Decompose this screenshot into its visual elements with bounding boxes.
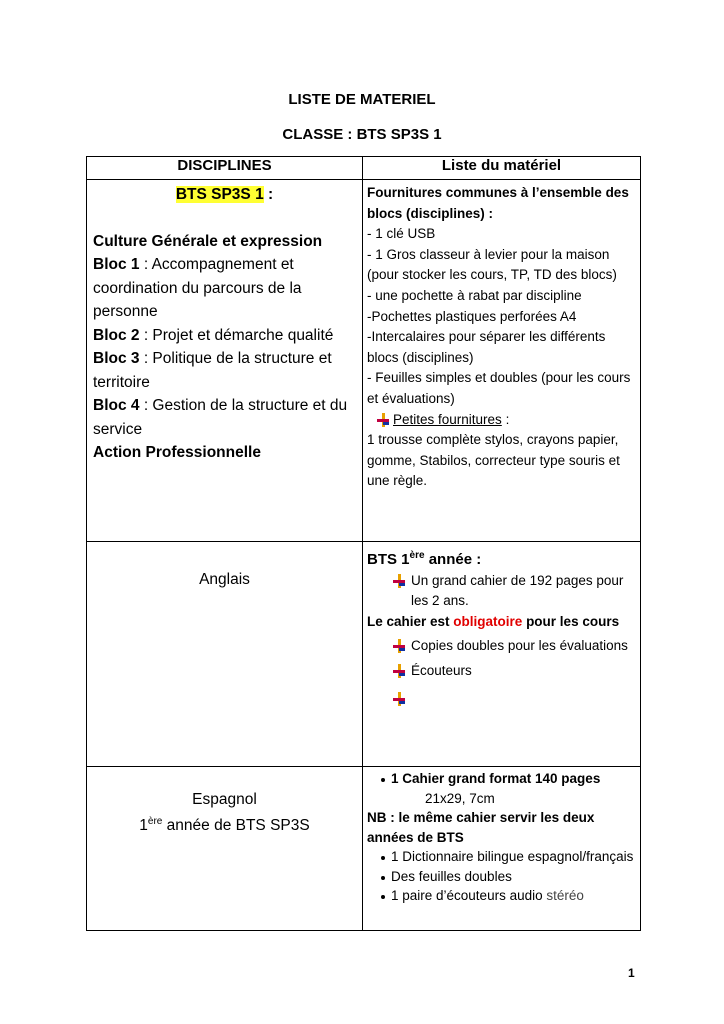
list-item: - 1 clé USB	[367, 226, 436, 242]
list-item	[367, 682, 636, 712]
arrow-bullet-icon	[393, 664, 405, 678]
list-item: 1 paire d’écouteurs audio stéréo	[367, 886, 636, 906]
table-header-row	[87, 157, 641, 180]
table-row	[87, 180, 641, 542]
bloc-4: Bloc 4 : Gestion de la structure et du service	[93, 397, 348, 438]
list-item: Des feuilles doubles	[367, 867, 636, 887]
bloc-1: Bloc 1 : Accompagnement et coordination du parcours de la personne	[93, 256, 302, 320]
petites-fournitures: Petites fournitures :	[367, 410, 636, 431]
material-table	[86, 156, 641, 931]
arrow-bullet-icon	[393, 692, 405, 706]
header-materiel: Liste du matériel	[363, 157, 641, 180]
class-title: CLASSE : BTS SP3S 1	[282, 126, 442, 143]
anglais-label: Anglais	[199, 571, 250, 588]
materiel-cell	[363, 180, 641, 542]
disciplines-cell: BTS SP3S 1 : Culture Générale et expression Bloc 1 : Accompagnement et coordination du parcours de la personne Bloc 2 : Projet et démarche qualité Bloc 3 : Politique de la structure et territoire Bloc 4 : Gestion de la structure et du service Action Professionnelle	[87, 180, 363, 542]
list-item: 1 Dictionnaire bilingue espagnol/français	[367, 847, 636, 867]
bloc-3: Bloc 3 : Politique de la structure et territoire	[93, 350, 332, 391]
list-item: - Feuilles simples et doubles (pour les cours et évaluations)	[367, 370, 631, 406]
espagnol-label: Espagnol	[192, 791, 257, 808]
list-item: 1 trousse complète stylos, crayons papier, gomme, Stabilos, correcteur type souris et une règle.	[367, 432, 620, 489]
espagnol-year: 1ère année de BTS SP3S	[139, 816, 310, 835]
table-row	[87, 542, 641, 767]
espagnol-materiel-cell	[363, 767, 641, 931]
list-item: 1 Cahier grand format 140 pages	[367, 769, 636, 789]
bts-1-heading: BTS 1ère année :	[367, 550, 482, 568]
list-item: 21x29, 7cm	[425, 790, 495, 806]
arrow-bullet-icon	[393, 639, 405, 653]
espagnol-cell	[87, 767, 363, 931]
nb-note: NB : le même cahier servir les deux années de BTS	[367, 810, 595, 845]
culture-generale: Culture Générale et expression	[93, 232, 323, 250]
bts-heading: BTS SP3S 1	[175, 186, 264, 203]
cahier-note: Le cahier est obligatoire pour les cours	[367, 613, 620, 629]
list-item: - une pochette à rabat par discipline	[367, 287, 582, 303]
arrow-bullet-icon	[393, 574, 405, 588]
anglais-cell	[87, 542, 363, 767]
action-professionnelle: Action Professionnelle	[93, 444, 261, 461]
list-item: Copies doubles pour les évaluations	[367, 636, 636, 657]
table-row	[87, 767, 641, 931]
anglais-materiel-cell	[363, 542, 641, 767]
arrow-bullet-icon	[377, 413, 389, 427]
list-item: -Intercalaires pour séparer les différents blocs (disciplines)	[367, 329, 606, 365]
page-number: 1	[628, 966, 635, 980]
header-disciplines: DISCIPLINES	[87, 157, 363, 180]
list-item: Un grand cahier de 192 pages pour les 2 ans.	[367, 571, 636, 612]
document-title: LISTE DE MATERIEL	[288, 91, 436, 108]
list-item: Écouteurs	[367, 661, 636, 682]
fournitures-heading: Fournitures communes à l’ensemble des blocs (disciplines) :	[367, 185, 629, 221]
list-item: -Pochettes plastiques perforées A4	[367, 308, 577, 324]
list-item: - 1 Gros classeur à levier pour la maison (pour stocker les cours, TP, TD des blocs)	[367, 246, 617, 283]
bloc-2: Bloc 2 : Projet et démarche qualité	[93, 326, 334, 344]
